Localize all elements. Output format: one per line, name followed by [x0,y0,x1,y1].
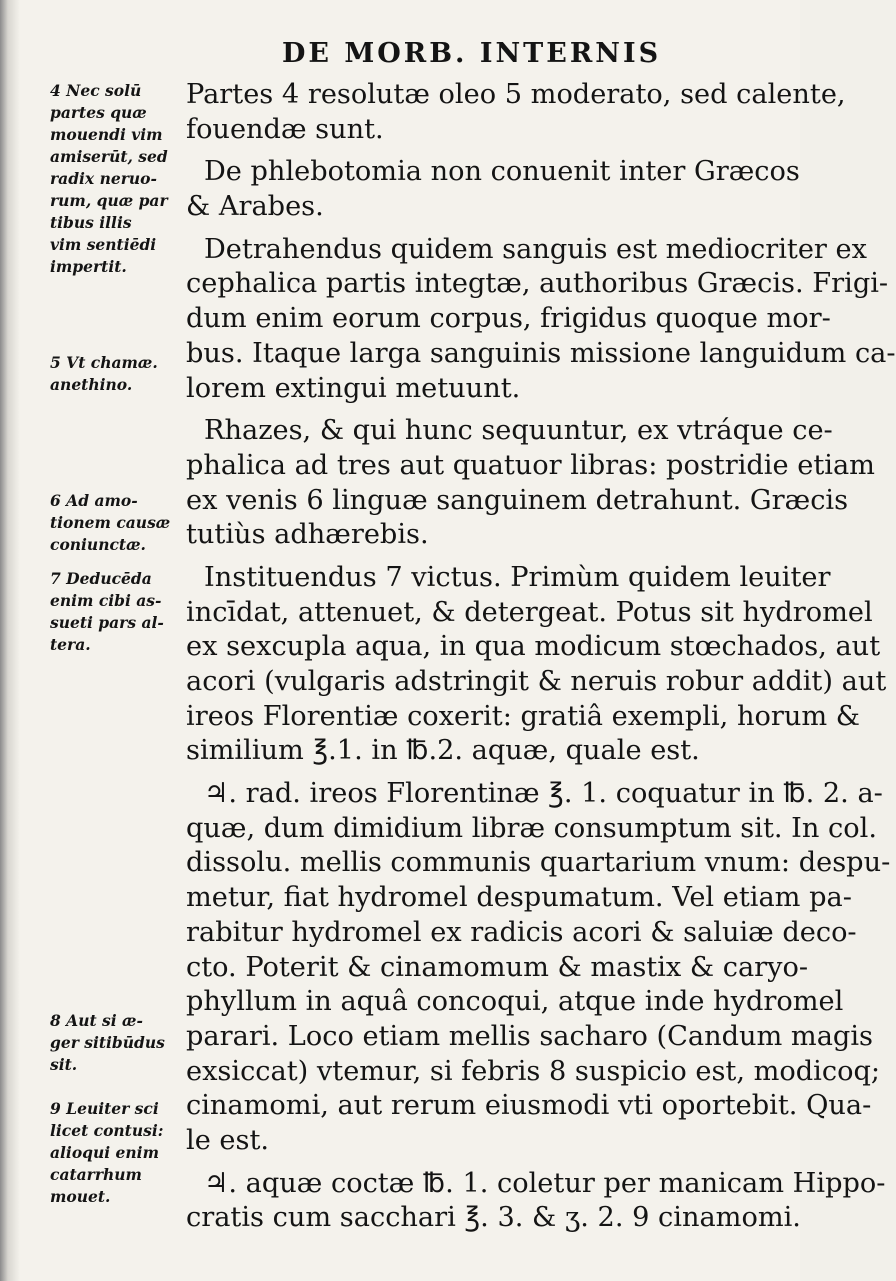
text-line: le est. [186,1124,270,1156]
margin-note-9 [50,1098,186,1208]
text-line: cto. Poterit & cinamomum & mastix & caryo- [186,951,809,983]
margin-note-line: 8 Aut si æ- [50,1011,143,1030]
margin-note-line: vim sentiēdi [50,235,157,254]
text-line: cephalica partis integtæ, authoribus Græcis. Frigi- [186,268,889,300]
text-line: lorem extingui metuunt. [186,372,521,404]
margin-note-line: alioqui enim [50,1143,159,1162]
margin-note-line: 9 Leuiter sci [50,1099,159,1118]
text-line: quæ, dum dimidium libræ consumptum sit. In col. [186,812,877,844]
text-line: dissolu. mellis communis quartarium vnum: despu- [186,847,891,879]
text-line: tutiùs adhærebis. [186,519,429,551]
text-line: parari. Loco etiam mellis sacharo (Candum magis [186,1020,873,1052]
text-line: metur, fiat hydromel despumatum. Vel etiam pa- [186,882,852,914]
margin-note-line: enim cibi as- [50,591,162,610]
text-line: rabitur hydromel ex radicis acori & saluiæ deco- [186,916,857,948]
text-line: Instituendus 7 victus. Primùm quidem leuiter [204,561,831,593]
margin-note-line: 6 Ad amo- [50,491,138,510]
margin-note-line: mouendi vim [50,125,163,144]
text-line: ireos Florentiæ coxerit: gratiâ exempli, horum & [186,700,860,732]
margin-note-line: amiserūt, sed [50,147,168,166]
margin-note-line: partes quæ [50,103,147,122]
text-line: dum enim eorum corpus, frigidus quoque mor- [186,303,831,335]
margin-note-line: sit. [50,1055,78,1074]
text-line: Rhazes, & qui hunc sequuntur, ex vtráque ce- [204,415,833,447]
text-line: phalica ad tres aut quatuor libras: postridie etiam [186,449,875,481]
text-line: De phlebotomia non conuenit inter Græcos [204,156,800,188]
margin-note-line: tibus illis [50,213,132,232]
text-line: exsiccat) vtemur, si febris 8 suspicio est, modicoq; [186,1055,881,1087]
text-line: similium ℥.1. in ℔.2. aquæ, quale est. [186,735,700,767]
text-line: phyllum in aquâ concoqui, atque inde hydromel [186,986,844,1018]
text-line: acori (vulgaris adstringit & neruis robur addit) aut [186,666,887,697]
text-line: cratis cum sacchari ℥. 3. & ʒ. 2. 9 cinamomi. [186,1202,801,1234]
margin-note-line: 5 Vt chamæ. [50,353,158,372]
margin-note-7 [50,568,186,656]
margin-note-line: coniunctæ. [50,535,146,554]
margin-note-4 [50,80,186,278]
margin-note-line: 4 Nec solū [50,81,142,100]
margin-note-line: tera. [50,635,91,654]
text-line: Detrahendus quidem sanguis est mediocriter ex [204,233,867,265]
text-line: & Arabes. [186,191,324,223]
margin-note-line: radix neruo- [50,169,157,188]
margin-note-line: catarrhum [50,1165,142,1184]
text-line: ex sexcupla aqua, in qua modicum stœchados, aut [186,631,881,663]
text-line: Partes 4 resolutæ oleo 5 moderato, sed calente, [186,79,846,110]
text-line: ♃. aquæ coctæ ℔. 1. coletur per manicam Hippo- [204,1167,886,1199]
margin-note-6 [50,490,186,556]
margin-note-line: ger sitibūdus [50,1033,165,1052]
text-line: incīdat, attenuet, & detergeat. Potus sit hydromel [186,596,873,628]
margin-note-line: impertit. [50,257,127,276]
margin-note-line: 7 Deducēda [50,569,152,588]
margin-note-line: rum, quæ par [50,191,168,210]
margin-note-5 [50,352,186,396]
margin-note-line: sueti pars al- [50,613,164,632]
margin-note-line: mouet. [50,1187,111,1206]
text-line: ♃. rad. ireos Florentinæ ℥. 1. coquatur in ℔. 2. a- [204,778,883,810]
text-line: ex venis 6 linguæ sanguinem detrahunt. Græcis [186,484,849,516]
text-line: cinamomi, aut rerum eiusmodi vti oportebit. Qua- [186,1090,872,1122]
margin-note-8 [50,1010,186,1076]
main-text [186,78,896,1236]
running-head: DE MORB. INTERNIS [282,38,662,69]
page-gutter-shadow [0,0,20,1281]
margin-note-line: licet contusi: [50,1121,164,1140]
margin-note-line: anethino. [50,375,133,394]
text-line: fouendæ sunt. [186,113,384,145]
text-line: bus. Itaque larga sanguinis missione languidum ca- [186,337,896,369]
margin-note-line: tionem causæ [50,513,171,532]
